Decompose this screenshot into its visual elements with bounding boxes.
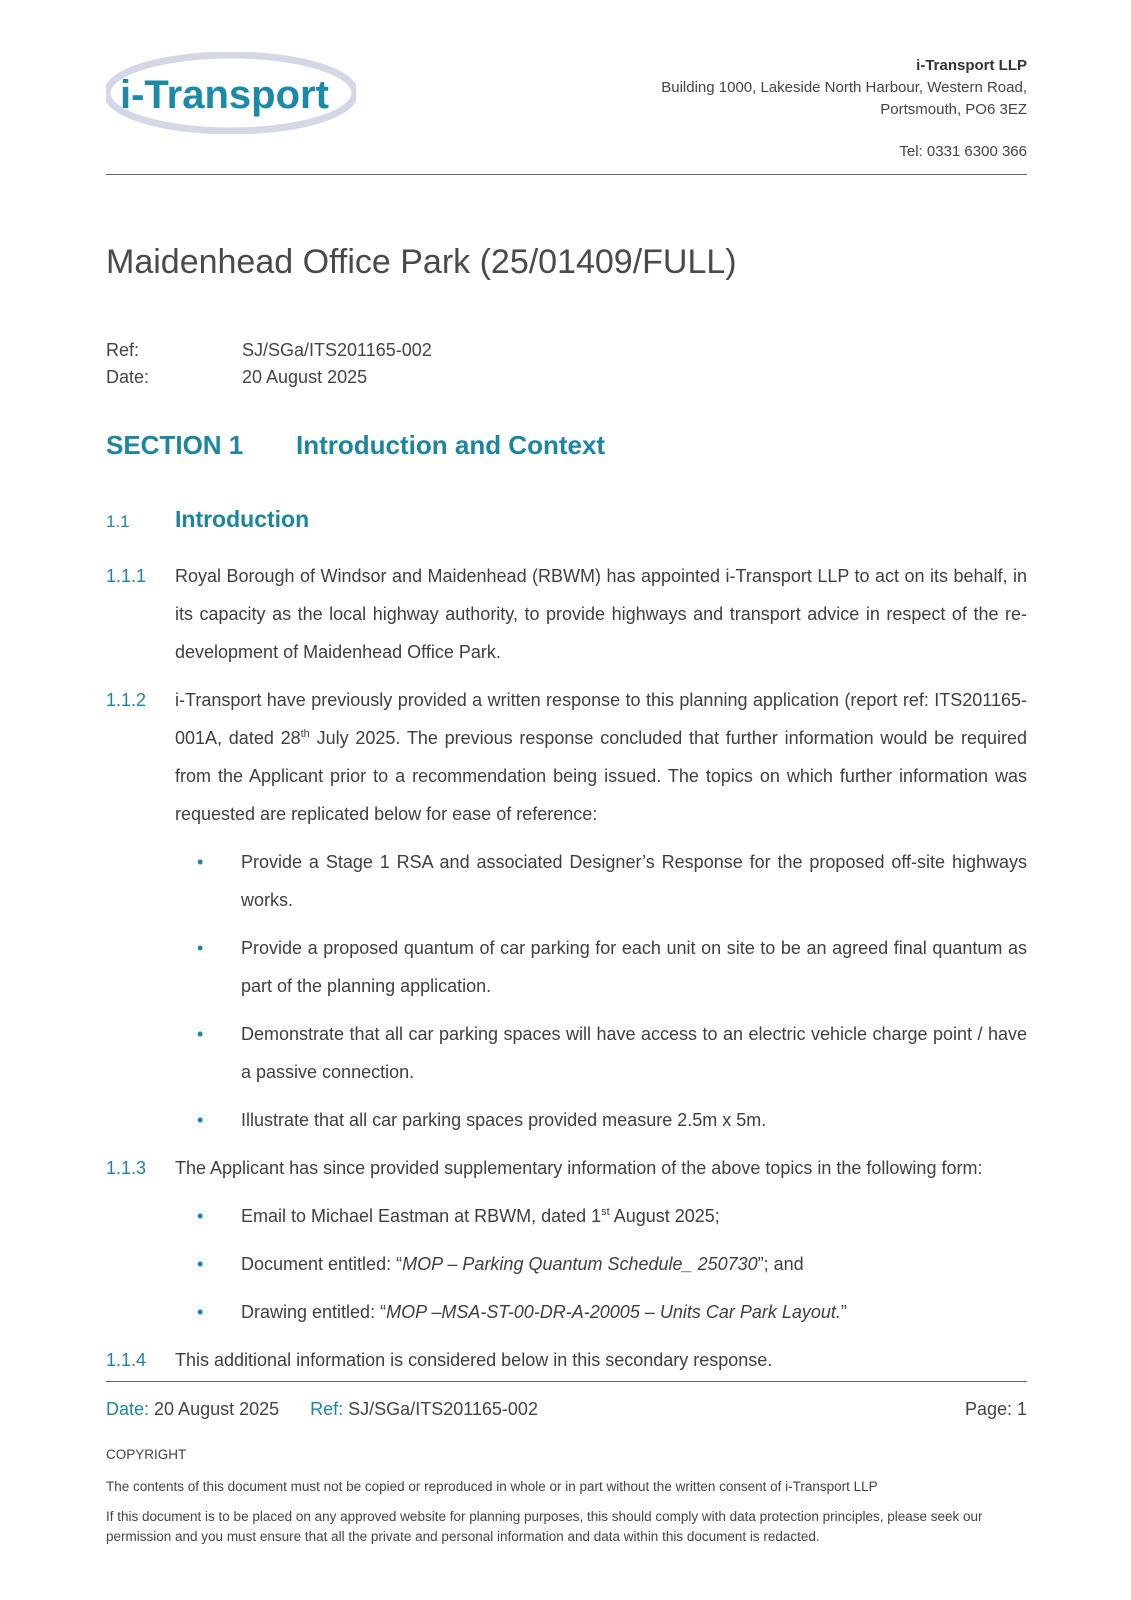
list-item-text: ”; and xyxy=(757,1254,804,1274)
company-name: i-Transport LLP xyxy=(916,57,1027,74)
paragraph-text: This additional information is considered below in this secondary response. xyxy=(175,1350,773,1370)
bullet-icon: • xyxy=(197,1110,204,1130)
ref-label: Ref: xyxy=(106,340,140,360)
list-item xyxy=(197,843,1027,919)
header-divider xyxy=(106,174,1027,175)
page-number: Page: 1 xyxy=(964,1399,1027,1419)
bullet-icon: • xyxy=(197,938,204,958)
copyright-notice: The contents of this document must not be copied or reproduced in whole or in part without the written consent of i-Transport LLP xyxy=(106,1479,878,1494)
list-item xyxy=(197,1293,1027,1331)
list-item xyxy=(197,929,1027,1005)
drawing-name: MOP –MSA-ST-00-DR-A-20005 – Units Car Park Layout. xyxy=(386,1302,841,1322)
subsection-title: Introduction xyxy=(175,506,310,532)
paragraph-number: 1.1.4 xyxy=(106,1350,147,1370)
ordinal-suffix: th xyxy=(300,728,310,740)
document-body xyxy=(106,557,1027,1389)
footer-bar xyxy=(106,1399,1027,1420)
list-item-text: Document entitled: “ xyxy=(241,1254,403,1274)
footer-date-value: 20 August 2025 xyxy=(149,1399,280,1419)
footer-ref-label: Ref: xyxy=(310,1399,344,1419)
footer-date-label: Date: xyxy=(106,1399,150,1419)
bullet-icon: • xyxy=(197,1206,204,1226)
subsection-heading xyxy=(106,506,309,533)
supplementary-info-list xyxy=(106,1197,1027,1331)
requested-topics-list xyxy=(106,843,1027,1139)
list-item-text: August 2025; xyxy=(609,1206,720,1226)
list-item-text: ” xyxy=(840,1302,847,1322)
footer-ref xyxy=(310,1399,538,1420)
list-item xyxy=(197,1101,1027,1139)
list-item-text: Drawing entitled: “ xyxy=(241,1302,387,1322)
telephone: Tel: 0331 6300 366 xyxy=(899,143,1027,160)
footer-divider xyxy=(106,1381,1027,1382)
ref-value: SJ/SGa/ITS201165-002 xyxy=(242,340,432,360)
address-line-2: Portsmouth, PO6 3EZ xyxy=(880,101,1027,118)
paragraph-number: 1.1.1 xyxy=(106,566,147,586)
document-title: Maidenhead Office Park (25/01409/FULL) xyxy=(106,243,737,281)
date-label: Date: xyxy=(106,367,150,387)
document-name: MOP – Parking Quantum Schedule_ 250730 xyxy=(402,1254,758,1274)
bullet-icon: • xyxy=(197,1302,204,1322)
list-item xyxy=(197,1245,1027,1283)
list-item xyxy=(197,1197,1027,1235)
section-number: SECTION 1 xyxy=(106,430,244,460)
paragraph-number: 1.1.3 xyxy=(106,1158,147,1178)
list-item-text: Email to Michael Eastman at RBWM, dated 1 xyxy=(241,1206,602,1226)
section-title: Introduction and Context xyxy=(296,430,606,460)
bullet-icon: • xyxy=(197,1024,204,1044)
footer-date xyxy=(106,1399,279,1420)
document-meta xyxy=(106,337,432,391)
copyright-heading: COPYRIGHT xyxy=(106,1447,187,1462)
company-logo xyxy=(106,52,356,134)
list-item-text: Provide a proposed quantum of car parking for each unit on site to be an agreed final quantum as part of the planning application. xyxy=(241,938,1027,996)
section-heading xyxy=(106,430,605,461)
paragraph-1-1-4 xyxy=(106,1341,1027,1379)
date-value: 20 August 2025 xyxy=(242,367,368,387)
paragraph-text-part: i-Transport have previously provided a written response to this planning application (report ref: ITS201165-001A, dated 28 xyxy=(175,690,1027,748)
list-item-text: Illustrate that all car parking spaces provided measure 2.5m x 5m. xyxy=(241,1110,767,1130)
company-address-block xyxy=(661,55,1027,163)
subsection-number: 1.1 xyxy=(106,512,130,531)
paragraph-1-1-1 xyxy=(106,557,1027,671)
footer-ref-value: SJ/SGa/ITS201165-002 xyxy=(343,1399,538,1419)
paragraph-text xyxy=(175,681,1027,833)
logo-text: i-Transport xyxy=(120,73,329,117)
data-protection-notice: If this document is to be placed on any approved website for planning purposes, this should comply with data protection principles, please seek our permission and you must ensure that all the private and personal information and data within this document is redacted. xyxy=(106,1509,983,1544)
list-item-text: Demonstrate that all car parking spaces will have access to an electric vehicle charge point / have a passive connection. xyxy=(241,1024,1027,1082)
paragraph-1-1-2 xyxy=(106,681,1027,833)
paragraph-text: The Applicant has since provided supplementary information of the above topics in the following form: xyxy=(175,1158,983,1178)
address-line-1: Building 1000, Lakeside North Harbour, Western Road, xyxy=(661,79,1027,96)
list-item xyxy=(197,1015,1027,1091)
bullet-icon: • xyxy=(197,852,204,872)
bullet-icon: • xyxy=(197,1254,204,1274)
list-item-text: Provide a Stage 1 RSA and associated Designer’s Response for the proposed off-site highways works. xyxy=(241,852,1027,910)
ordinal-suffix: st xyxy=(601,1206,610,1218)
paragraph-number: 1.1.2 xyxy=(106,690,147,710)
paragraph-1-1-3 xyxy=(106,1149,1027,1187)
paragraph-text-part: July 2025. The previous response concluded that further information would be required from the Applicant prior to a recommendation being issued. The topics on which further information was requested are replicated below for ease of reference: xyxy=(175,728,1027,824)
paragraph-text: Royal Borough of Windsor and Maidenhead (RBWM) has appointed i-Transport LLP to act on its behalf, in its capacity as the local highway authority, to provide highways and transport advice in respect of the re-development of Maidenhead Office Park. xyxy=(175,566,1027,662)
